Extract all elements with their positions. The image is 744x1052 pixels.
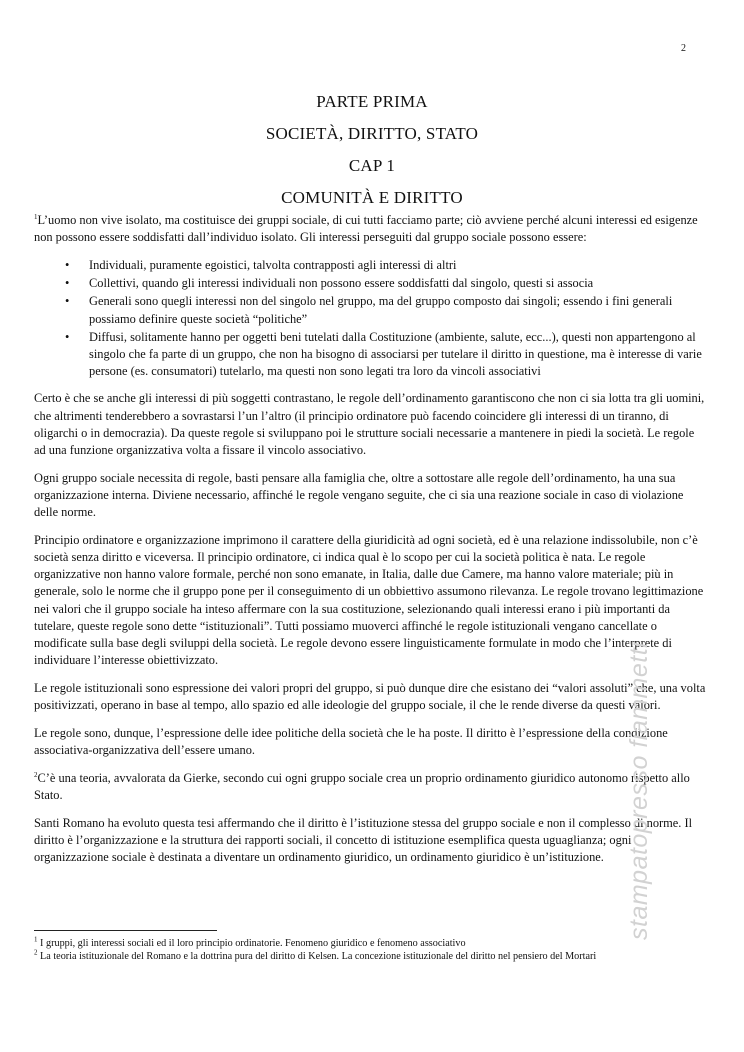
watermark: stampatopresso fiammetti	[625, 641, 653, 940]
interest-list	[34, 257, 706, 380]
paragraph: Le regole istituzionali sono espressione dei valori propri del gruppo, si può dunque dire che esistano dei “valori assoluti” che, una volta positivizzati, operano in base al tempo, allo spazio ed alle ideologie del gruppo sociale, il che le rende diverse da questi valori.	[34, 680, 706, 713]
footnote	[34, 950, 704, 963]
list-item-text: Collettivi, quando gli interessi individuali non possono essere soddisfatti dal singolo, questi si associa	[89, 276, 594, 291]
list-item-text: Diffusi, solitamente hanno per oggetti beni tutelati dalla Costituzione (ambiente, salute, ecc...), questi non appartengono al singolo che fa parte di un gruppo, che non ha bisogno di associarsi per tutelare il diritto in questione, ma è interesse di varie persone (es. consumatori) tutelarlo, ma questi non sono legati tra loro da vincoli associativi	[89, 329, 702, 379]
part-heading: PARTE PRIMA	[316, 92, 428, 111]
list-item	[34, 293, 706, 327]
bullet-icon: •	[65, 257, 70, 272]
list-item	[34, 275, 706, 292]
footnotes	[34, 937, 704, 964]
list-item-text: Generali sono quegli interessi non del singolo nel gruppo, ma del gruppo composto dai singoli; essendo i fini generali possiamo definire queste società “politiche”	[89, 294, 673, 326]
list-item	[34, 257, 706, 274]
heading-block	[0, 86, 744, 214]
paragraph	[34, 770, 706, 804]
section-title: SOCIETÀ, DIRITTO, STATO	[265, 124, 479, 143]
bullet-icon: •	[65, 294, 70, 309]
body-text	[34, 212, 706, 877]
paragraph: Certo è che se anche gli interessi di più soggetti contrastano, le regole dell’ordinamento garantiscono che non ci sia lotta tra gli uomini, che altrimenti tenderebbero a sovrastarsi l’un l’altro (il principio ordinatore può facendo coincidere gli interessi di un tiranno, di oligarchi o in democrazia). Da queste regole si sviluppano poi le strutture sociali necessarie a mantenere in piedi la società. Le regole ad una funzione organizzativa volta a fissare il vincolo associativo.	[34, 391, 705, 457]
bullet-icon: •	[65, 276, 70, 291]
footnote-text: La teoria istituzionale del Romano e la dottrina pura del diritto di Kelsen. La concezione istituzionale del diritto nel pensiero del Mortari	[37, 951, 597, 963]
paragraph: Principio ordinatore e organizzazione imprimono il carattere della giuridicità ad ogni società, ed è una relazione indissolubile, non c’è società senza diritto e viceversa. Il principio ordinatore, ci indica qual è lo scopo per cui la società politica è nata. Le regole organizzative non hanno valore formale, perché non sono emanate, in Italia, dalle due Camere, ma hanno valore materiale; più in generale, solo le norme che il gruppo pone per il conseguimento di un obbiettivo assumono rilevanza. Le regole trovano legittimazione nei valori che il gruppo sociale ha inteso affermare con la sua costituzione, selezionando quali interessi erano i più importanti da tutelare, queste regole sono dette “istituzionali”. Tutti possiamo muoverci affinché le regole istituzionali vengano cancellate o modificate sulla base degli sviluppi della società. Le regole devono essere linguisticamente formulate in modo che l’interprete di individuare l’interesse obiettivizzato.	[34, 532, 704, 668]
list-item-text: Individuali, puramente egoistici, talvolta contrapposti agli interessi di altri	[89, 257, 457, 272]
footnote-text: I gruppi, gli interessi sociali ed il loro principio ordinatorie. Fenomeno giuridico e fenomeno associativo	[37, 938, 466, 949]
chapter-title: COMUNITÀ E DIRITTO	[281, 188, 463, 207]
footnote	[34, 937, 704, 950]
footnote-marker: 1	[34, 212, 38, 221]
intro-text: L’uomo non vive isolato, ma costituisce dei gruppi sociale, di cui tutti facciamo parte; ciò avviene perché alcuni interessi ed esigenze non possono essere soddisfatti dall’individuo isolato. Gli interessi perseguiti dal gruppo sociale possono essere:	[34, 213, 698, 245]
footnote-number: 1	[34, 935, 38, 944]
page-number: 2	[681, 43, 686, 54]
chapter-heading: CAP 1	[348, 156, 396, 175]
paragraph: Santi Romano ha evoluto questa tesi affermando che il diritto è l’istituzione stessa del gruppo sociale e non il complesso di norme. Il diritto è l’organizzazione e la struttura dei rapporti sociali, il concetto di istituzione esemplifica questa uguaglianza; ogni organizzazione sociale è destinata a diventare un ordinamento giuridico, un ordinamento giuridico è un’istituzione.	[34, 815, 693, 864]
list-item	[34, 329, 706, 381]
paragraph: Ogni gruppo sociale necessita di regole, basti pensare alla famiglia che, oltre a sottostare alle regole dell’ordinamento, ha una sua organizzazione interna. Diviene necessario, affinché le regole vengano seguite, che ci sia una reazione sociale in caso di violazione delle norme.	[34, 470, 684, 520]
footnote-number: 2	[34, 949, 38, 958]
bullet-icon: •	[65, 329, 70, 344]
paragraph: Le regole sono, dunque, l’espressione delle idee politiche della società che le ha poste. Il diritto è l’espressione della condizione associativa-organizzativa dell’essere umano.	[34, 725, 668, 757]
footnote-divider	[34, 930, 217, 931]
intro-paragraph	[34, 212, 706, 246]
paragraph-text: C’è una teoria, avvalorata da Gierke, secondo cui ogni gruppo sociale crea un proprio ordinamento giuridico autonomo rispetto allo Stato.	[34, 770, 690, 802]
footnote-marker: 2	[34, 770, 38, 779]
